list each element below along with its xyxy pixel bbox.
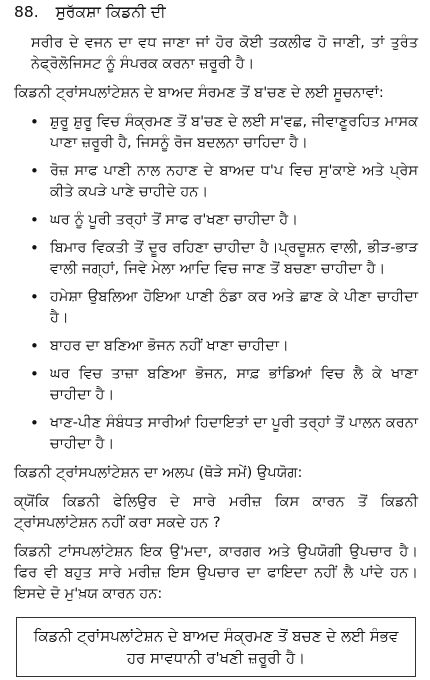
list-item: • ਹਮੇਸ਼ਾ ਉਬਲਿਆ ਹੋਇਆ ਪਾਣੀ ਠੰਡਾ ਕਰ ਅਤੇ ਛਾਣ ਕੇ ਪੀਣਾ ਚਾਹੀਦਾ ਹੈ। — [30, 287, 418, 329]
guidelines-title: ਕਿਡਨੀ ਟ੍ਰਾਂਸਪਲਾਂਟੇਸ਼ਨ ਦੇ ਬਾਅਦ ਸੰਰਮਣ ਤੋਂ ਬ'ਚਣ ਦੇ ਲਈ ਸੂਚਨਾਵਾਂ: — [14, 85, 384, 101]
answer-paragraph: ਕਿਡਨੀ ਟਾਂਸਪਲਾਂਟੇਸ਼ਨ ਇਕ ਉ'ਮਦਾ, ਕਾਰਗਰ ਅਤੇ ਉਪਯੋਗੀ ਉਪਚਾਰ ਹੈ। ਫਿਰ ਵੀ ਬਹੁਤ ਸਾਰੇ ਮਰੀਜ਼ ਇਸ ਉਪਚਾਰ ਦਾ ਫਾਇਦਾ ਨਹੀਂ ਲੈ ਪਾਂਦੇ ਹਨ। ਇਸਦੇ ਦੋ ਮੁ'ਖ਼ਯ ਕਾਰਨ ਹਨ: — [14, 544, 418, 602]
list-item: • ਬਿਮਾਰ ਵਿਕਤੀ ਤੋਂ ਦੂਰ ਰਹਿਣਾ ਚਾਹੀਦਾ ਹੈ।ਪ੍ਰਦੂਸ਼ਨ ਵਾਲੀ, ਭੀੜ-ਭਾੜ ਵਾਲੀ ਜਗ੍ਹਾਂ, ਜਿਵੇ ਮੇਲਾ ਆਦਿ ਵਿਚ ਜਾਣ ਤੋਂ ਬਚਣਾ ਚਾਹੀਦਾ ਹੈ। — [30, 238, 418, 280]
page-heading — [14, 2, 418, 23]
note-box: ਕਿਡਨੀ ਟ੍ਰਾਂਸਪਲਾਂਟੇਸ਼ਨ ਦੇ ਬਾਅਦ ਸੰਕ੍ਰਮਣ ਤੋਂ ਬਚਣ ਦੇ ਲਈ ਸੰਭਵ ਹਰ ਸਾਵਧਾਨੀ ਰ'ਖਣੀ ਜ਼ਰੂਰੀ ਹੈ। — [16, 617, 416, 677]
list-item: • ਖਾਣ-ਪੀਣ ਸੰਬੰਧਤ ਸਾਰੀਆਂ ਹਿਦਾਇਤਾਂ ਦਾ ਪੂਰੀ ਤਰ੍ਹਾਂ ਤੋਂ ਪਾਲਨ ਕਰਨਾ ਚਾਹੀਦਾ ਹੈ। — [30, 413, 418, 455]
list-item: • ਬਾਹਰ ਦਾ ਬਣਿਆ ਭੋਜਨ ਨਹੀਂ ਖਾਣਾ ਚਾਹੀਦਾ। — [30, 336, 418, 357]
intro-paragraph: ਸਰੀਰ ਦੇ ਵਜਨ ਦਾ ਵਧ ਜਾਣਾ ਜਾਂ ਹੋਰ ਕੋਈ ਤਕਲੀਫ ਹੋ ਜਾਣੀ, ਤਾਂ ਤੁਰੰਤ ਨੇਫ੍ਰੋਲੋਜਿਸਟ ਨੂੰ ਸੰਪਰਕ ਕਰਨਾ ਜ਼ਰੂਰੀ ਹੈ। — [31, 35, 418, 72]
guidelines-list — [14, 112, 418, 455]
section-title: ਕਿਡਨੀ ਟ੍ਰਾਂਸਪਲਾਂਟੇਸ਼ਨ ਦਾ ਅਲਪ (ਥੋੜੇ ਸਮੇਂ) ਉਪਯੋਗ: — [14, 465, 303, 481]
list-item: • ਘਰ ਨੂੰ ਪੂਰੀ ਤਰ੍ਹਾਂ ਤੋਂ ਸਾਫ ਰ'ਖਣਾ ਚਾਹੀਦਾ ਹੈ। — [30, 210, 418, 231]
question-paragraph: ਕ੍ਯੋਂਕਿ ਕਿਡਨੀ ਫੇਲਿਉਰ ਦੇ ਸਾਰੇ ਮਰੀਜ਼ ਕਿਸ ਕਾਰਨ ਤੋਂ ਕਿਡਨੀ ਟ੍ਰਾਂਸਪਲਾਂਟੇਸ਼ਨ ਨਹੀਂ ਕਰਾ ਸਕਦੇ ਹਨ ? — [14, 494, 418, 531]
page-number: 88. — [14, 3, 39, 21]
list-item: • ਸ਼ੁਰੂ ਸ਼ੁਰੂ ਵਿਚ ਸੰਕ੍ਰਮਣ ਤੋਂ ਬ'ਚਣ ਦੇ ਲਈ ਸ'ਵਛ, ਜੀਵਾਣੂਰਹਿਤ ਮਾਸਕ ਪਾਣਾ ਜ਼ਰੂਰੀ ਹੈ, ਜਿਸਨੂੰ ਰੋਜ ਬਦਲਨਾ ਚਾਹਿਦਾ ਹੈ। — [30, 112, 418, 154]
page-title: ਸੁਰੱਕਸ਼ਾ ਕਿਡਨੀ ਦੀ — [55, 3, 166, 21]
list-item: • ਰੋਜ਼ ਸਾਫ ਪਾਣੀ ਨਾਲ ਨਹਾਣ ਦੇ ਬਾਅਦ ਧ'ਪ ਵਿਚ ਸੁ'ਕਾਏ ਅਤੇ ਪ੍ਰੇਸ ਕੀਤੇ ਕਪੜੇ ਪਾਣੇ ਚਾਹੀਦੇ ਹਨ। — [30, 161, 418, 203]
list-item: • ਘਰ ਵਿਚ ਤਾਜ਼ਾ ਬਣਿਆ ਭੋਜਨ, ਸਾਫ਼ ਭਾਂਡਿਆਂ ਵਿਚ ਲੈ ਕੇ ਖਾਣਾ ਚਾਹੀਦਾ ਹੈ। — [30, 364, 418, 406]
